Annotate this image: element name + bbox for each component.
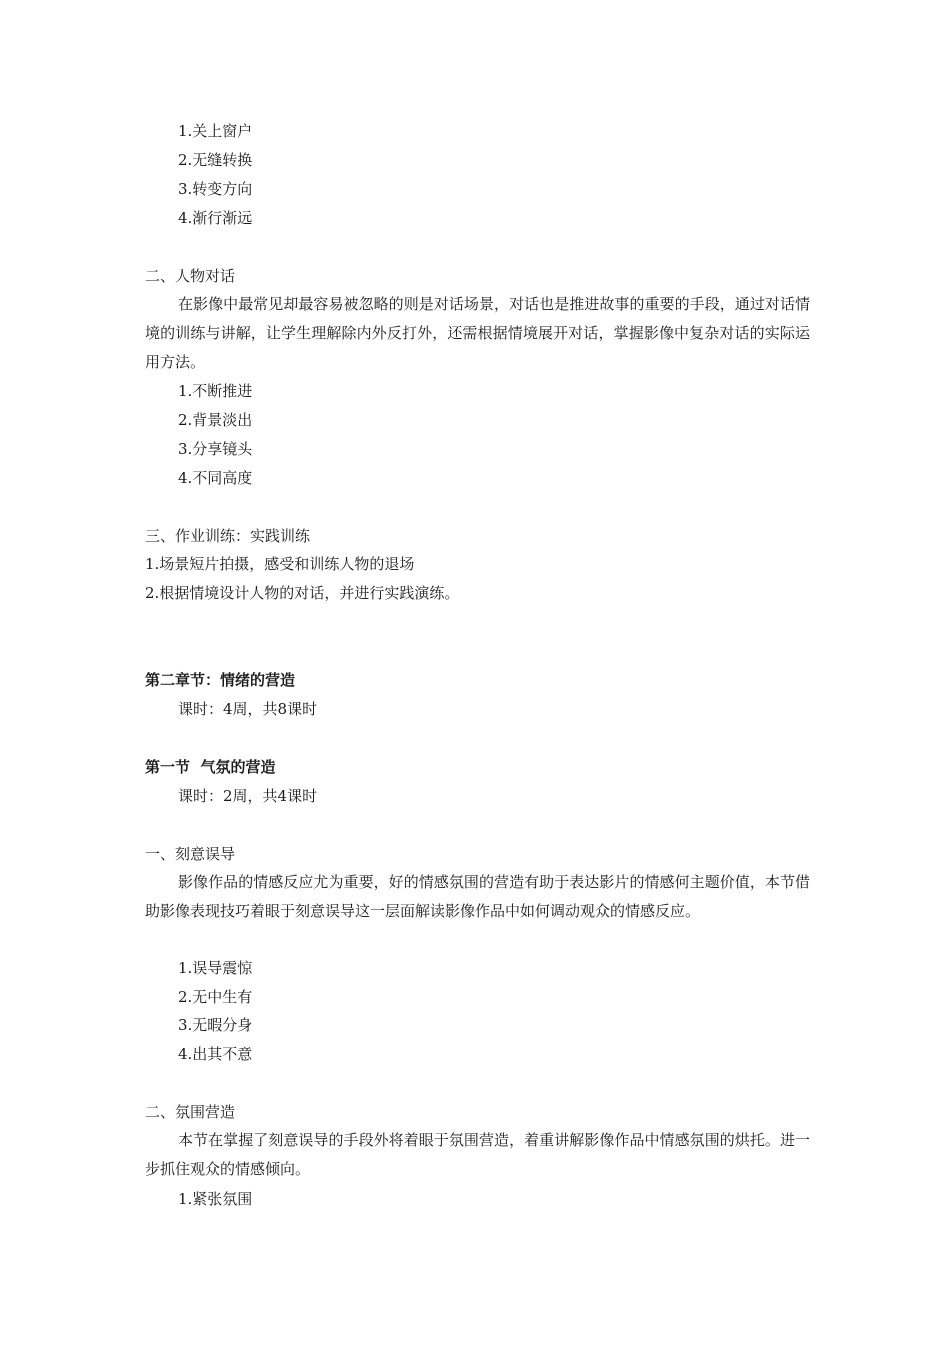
section-heading: 三、作业训练：实践训练 <box>145 527 311 545</box>
list-item: 4.渐行渐远 <box>178 209 253 227</box>
list-item: 1.不断推进 <box>178 382 253 400</box>
chapter-title: 第二章节：情绪的营造 <box>145 671 296 689</box>
body-paragraph: 在影像中最常见却最容易被忽略的则是对话场景，对话也是推进故事的重要的手段，通过对话情境的训练与讲解，让学生理解除内外反打外，还需根据情境展开对话，掌握影像中复杂对话的实际运用方法。 <box>145 295 810 371</box>
body-paragraph: 影像作品的情感反应尤为重要，好的情感氛围的营造有助于表达影片的情感何主题价值，本节借助影像表现技巧着眼于刻意误导这一层面解读影像作品中如何调动观众的情感反应。 <box>145 873 810 920</box>
list-item: 3.无暇分身 <box>178 1016 253 1034</box>
body-paragraph: 本节在掌握了刻意误导的手段外将着眼于氛围营造，着重讲解影像作品中情感氛围的烘托。进一步抓住观众的情感倾向。 <box>145 1131 810 1178</box>
list-item: 1.误导震惊 <box>178 959 253 977</box>
list-item: 3.转变方向 <box>178 180 253 198</box>
list-item: 4.不同高度 <box>178 469 253 487</box>
lesson-hours: 课时：2周，共4课时 <box>178 787 318 805</box>
lesson-title: 第一节 气氛的营造 <box>145 758 276 776</box>
list-item: 2.背景淡出 <box>178 411 253 429</box>
list-item: 3.分享镜头 <box>178 440 253 458</box>
list-item: 1.场景短片拍摄，感受和训练人物的退场 <box>145 555 415 573</box>
list-item: 2.无缝转换 <box>178 151 253 169</box>
list-item: 1.关上窗户 <box>178 122 253 140</box>
list-item: 4.出其不意 <box>178 1045 253 1063</box>
section-heading: 二、人物对话 <box>145 267 236 285</box>
list-item: 1.紧张氛围 <box>178 1190 253 1208</box>
section-heading: 二、氛围营造 <box>145 1103 236 1121</box>
section-heading: 一、刻意误导 <box>145 845 236 863</box>
list-item: 2.无中生有 <box>178 988 253 1006</box>
chapter-hours: 课时：4周，共8课时 <box>178 700 318 718</box>
list-item: 2.根据情境设计人物的对话，并进行实践演练。 <box>145 584 460 602</box>
